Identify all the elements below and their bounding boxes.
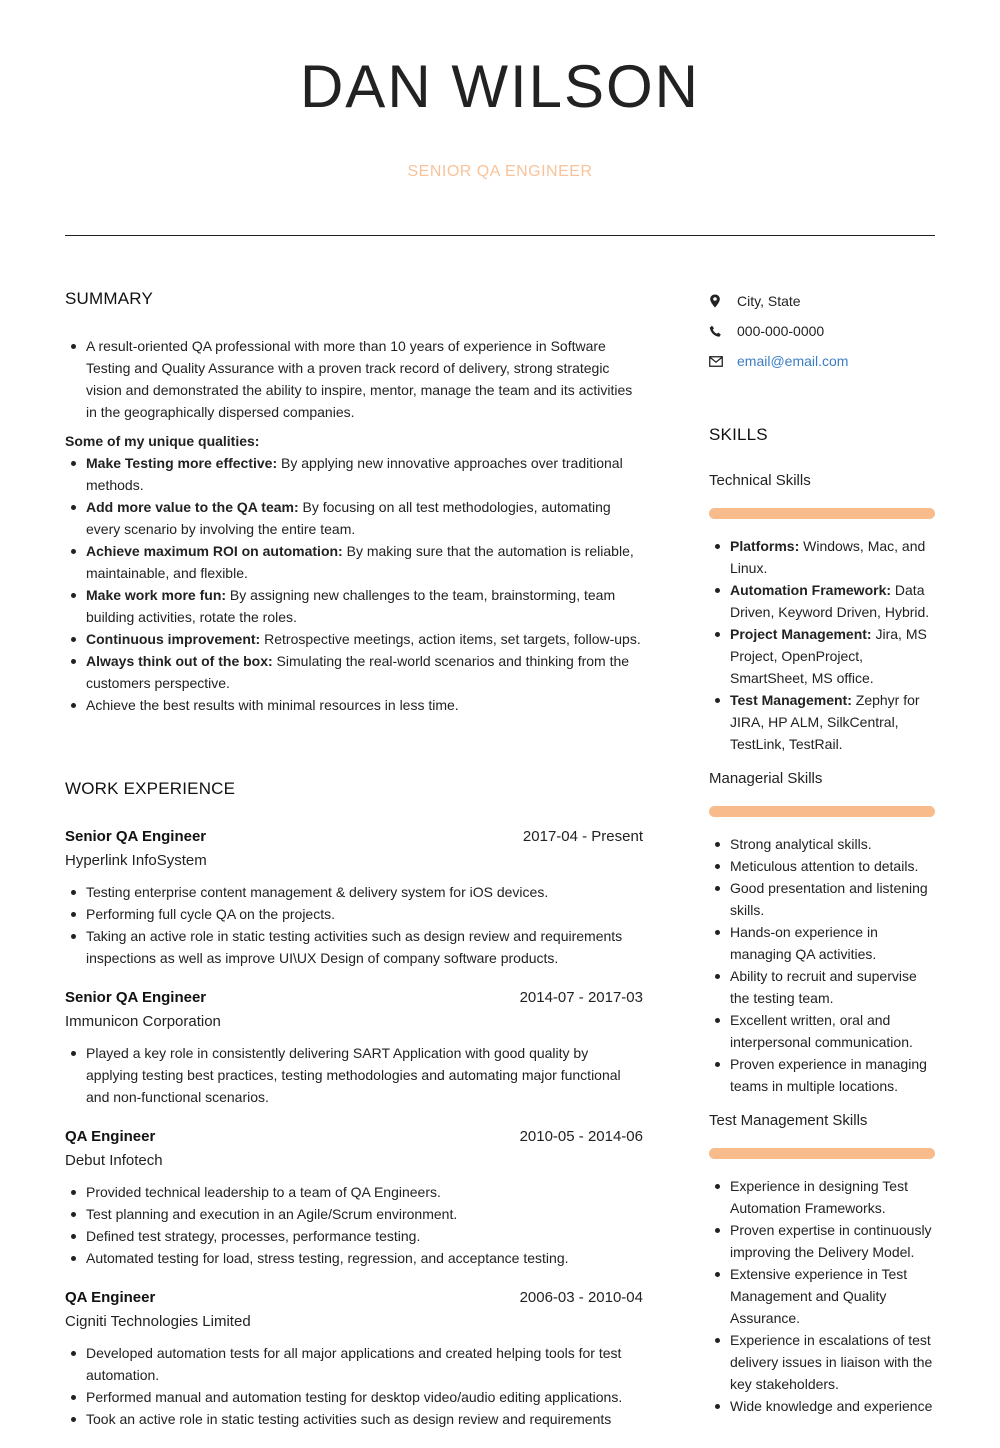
contact-location-row — [709, 286, 939, 316]
job-bullet: Played a key role in consistently delivering SART Application with good quality by applying testing best practices, testing methodologies and automating major functional and non-functional scenarios. — [65, 1042, 643, 1108]
candidate-name: DAN WILSON — [299, 53, 701, 120]
skill-item-text: Excellent written, oral and interpersonal communication. — [730, 1012, 913, 1050]
job-bullets — [65, 881, 643, 969]
job-title: Senior QA Engineer — [65, 989, 207, 1006]
skill-item — [709, 1219, 939, 1263]
job-bullet: Developed automation tests for all major applications and created helping tools for test automation. — [65, 1342, 643, 1386]
skill-item-text: Windows, Mac, and Linux. — [730, 538, 926, 576]
job-company: Immunicon Corporation — [65, 1013, 221, 1030]
qualities-list — [65, 452, 643, 716]
skill-item — [709, 965, 939, 1009]
job-company: Cigniti Technologies Limited — [65, 1313, 251, 1330]
jobs-list — [65, 826, 643, 1430]
skill-group-title: Managerial Skills — [709, 770, 823, 787]
phone-icon — [709, 325, 737, 338]
job-bullet: Performed manual and automation testing for desktop video/audio editing applications. — [65, 1386, 643, 1408]
work-experience-heading: WORK EXPERIENCE — [65, 779, 236, 798]
sidebar-column — [709, 286, 939, 1431]
skills-heading: SKILLS — [709, 425, 768, 444]
job-bullet: Testing enterprise content management & delivery system for iOS devices. — [65, 881, 643, 903]
skill-groups — [709, 471, 939, 1417]
quality-item-text: By applying new innovative approaches over traditional methods. — [86, 455, 623, 493]
quality-item-text: Achieve the best results with minimal resources in less time. — [86, 697, 459, 713]
skill-group-title: Technical Skills — [709, 472, 811, 489]
skill-item-text: Wide knowledge and experience — [730, 1398, 933, 1414]
candidate-role: SENIOR QA ENGINEER — [407, 163, 593, 180]
skill-item-lead: Project Management: — [730, 626, 872, 642]
contact-location: City, State — [737, 293, 801, 309]
skill-item-text: Meticulous attention to details. — [730, 858, 919, 874]
skill-list — [709, 1175, 939, 1417]
skill-item-text: Proven experience in managing teams in multiple locations. — [730, 1056, 927, 1094]
job-bullet: Provided technical leadership to a team of QA Engineers. — [65, 1181, 643, 1203]
quality-item-lead: Always think out of the box: — [86, 653, 273, 669]
skill-item-lead: Test Management: — [730, 692, 852, 708]
skill-item — [709, 535, 939, 579]
skill-level-bar — [709, 508, 935, 519]
skill-item — [709, 689, 939, 755]
skill-item — [709, 1175, 939, 1219]
quality-item — [65, 650, 643, 694]
job-bullet: Took an active role in static testing activities such as design review and requirements — [65, 1408, 643, 1430]
job-company: Debut Infotech — [65, 1152, 163, 1169]
skill-item-text: Experience in escalations of test delivery issues in liaison with the key stakeholders. — [730, 1332, 933, 1392]
skill-item-text: Strong analytical skills. — [730, 836, 872, 852]
quality-item-lead: Make Testing more effective: — [86, 455, 278, 471]
job-bullet: Test planning and execution in an Agile/Scrum environment. — [65, 1203, 643, 1225]
skill-item-text: Hands-on experience in managing QA activities. — [730, 924, 878, 962]
skill-item-text: Ability to recruit and supervise the testing team. — [730, 968, 917, 1006]
job-header — [65, 987, 643, 1009]
quality-item — [65, 628, 643, 650]
job-entry — [65, 987, 643, 1108]
job-bullets — [65, 1042, 643, 1108]
quality-item-lead: Add more value to the QA team: — [86, 499, 299, 515]
quality-item — [65, 694, 643, 716]
skill-group — [709, 1111, 939, 1417]
skill-item — [709, 1009, 939, 1053]
job-dates: 2017-04 - Present — [522, 828, 643, 845]
skill-item-text: Jira, MS Project, OpenProject, SmartSheet, MS office. — [730, 626, 927, 686]
job-entry — [65, 1126, 643, 1269]
job-title: Senior QA Engineer — [65, 828, 207, 845]
skill-item-lead: Automation Framework: — [730, 582, 892, 598]
quality-item-lead: Continuous improvement: — [86, 631, 261, 647]
envelope-icon — [709, 356, 737, 367]
summary-intro: A result-oriented QA professional with more than 10 years of experience in Software Testing and Quality Assurance with a proven track record of delivery, strong strategic vision and demonstrated the ability to inspire, mentor, manage the team and its activities in the geographically dispersed companies. — [65, 335, 643, 423]
job-bullet: Defined test strategy, processes, performance testing. — [65, 1225, 643, 1247]
quality-item-text: Retrospective meetings, action items, set targets, follow-ups. — [260, 631, 641, 647]
contact-phone-row — [709, 316, 939, 346]
main-column — [65, 289, 643, 1448]
job-header — [65, 826, 643, 848]
summary-heading: SUMMARY — [65, 289, 153, 308]
job-bullets — [65, 1342, 643, 1430]
quality-item-text: By making sure that the automation is reliable, maintainable, and flexible. — [86, 543, 634, 581]
skill-item-lead: Platforms: — [730, 538, 800, 554]
skill-item-text: Experience in designing Test Automation Frameworks. — [730, 1178, 908, 1216]
job-header — [65, 1126, 643, 1148]
skill-item-text: Zephyr for JIRA, HP ALM, SilkCentral, TestLink, TestRail. — [730, 692, 920, 752]
job-bullets — [65, 1181, 643, 1269]
map-pin-icon — [709, 294, 737, 308]
skill-list — [709, 833, 939, 1097]
quality-item — [65, 540, 643, 584]
job-bullet: Taking an active role in static testing activities such as design review and requirements inspections as well as improve UI\UX Design of company software products. — [65, 925, 643, 969]
quality-item-text: By focusing on all test methodologies, automating every scenario by involving the entire team. — [86, 499, 611, 537]
quality-item-text: Simulating the real-world scenarios and thinking from the customers perspective. — [86, 653, 630, 691]
skill-level-bar — [709, 806, 935, 817]
job-header — [65, 1287, 643, 1309]
job-company: Hyperlink InfoSystem — [65, 852, 207, 869]
contact-phone: 000-000-0000 — [737, 323, 825, 339]
summary-intro-list — [65, 335, 643, 423]
skill-item — [709, 1329, 939, 1395]
job-title: QA Engineer — [65, 1289, 156, 1306]
skill-item — [709, 877, 939, 921]
skill-item-text: Data Driven, Keyword Driven, Hybrid. — [730, 582, 930, 620]
job-dates: 2014-07 - 2017-03 — [519, 989, 643, 1006]
skill-level-bar — [709, 1148, 935, 1159]
skill-item — [709, 833, 939, 855]
skill-item — [709, 1395, 939, 1417]
quality-item — [65, 452, 643, 496]
quality-item-text: By assigning new challenges to the team, brainstorming, team building activities, rotate the roles. — [86, 587, 616, 625]
job-bullet: Performing full cycle QA on the projects. — [65, 903, 643, 925]
job-bullet: Automated testing for load, stress testing, regression, and acceptance testing. — [65, 1247, 643, 1269]
skill-item-text: Proven expertise in continuously improving the Delivery Model. — [730, 1222, 932, 1260]
quality-item-lead: Achieve maximum ROI on automation: — [86, 543, 343, 559]
contact-email-row — [709, 346, 939, 376]
skill-group — [709, 769, 939, 1097]
skill-item — [709, 855, 939, 877]
job-dates: 2006-03 - 2010-04 — [519, 1289, 643, 1306]
contact-email-link[interactable]: email@email.com — [737, 353, 849, 369]
skill-group-title: Test Management Skills — [709, 1112, 868, 1129]
qualities-label: Some of my unique qualities: — [65, 433, 260, 449]
job-title: QA Engineer — [65, 1128, 156, 1145]
skill-item — [709, 579, 939, 623]
skill-item — [709, 921, 939, 965]
job-entry — [65, 1287, 643, 1430]
quality-item — [65, 496, 643, 540]
skill-item — [709, 1053, 939, 1097]
job-entry — [65, 826, 643, 969]
skill-group — [709, 471, 939, 755]
skill-item — [709, 1263, 939, 1329]
skill-list — [709, 535, 939, 755]
quality-item-lead: Make work more fun: — [86, 587, 227, 603]
skill-item-text: Good presentation and listening skills. — [730, 880, 928, 918]
header-divider — [65, 235, 935, 236]
job-dates: 2010-05 - 2014-06 — [519, 1128, 643, 1145]
quality-item — [65, 584, 643, 628]
skill-item-text: Extensive experience in Test Management and Quality Assurance. — [730, 1266, 908, 1326]
skill-item — [709, 623, 939, 689]
